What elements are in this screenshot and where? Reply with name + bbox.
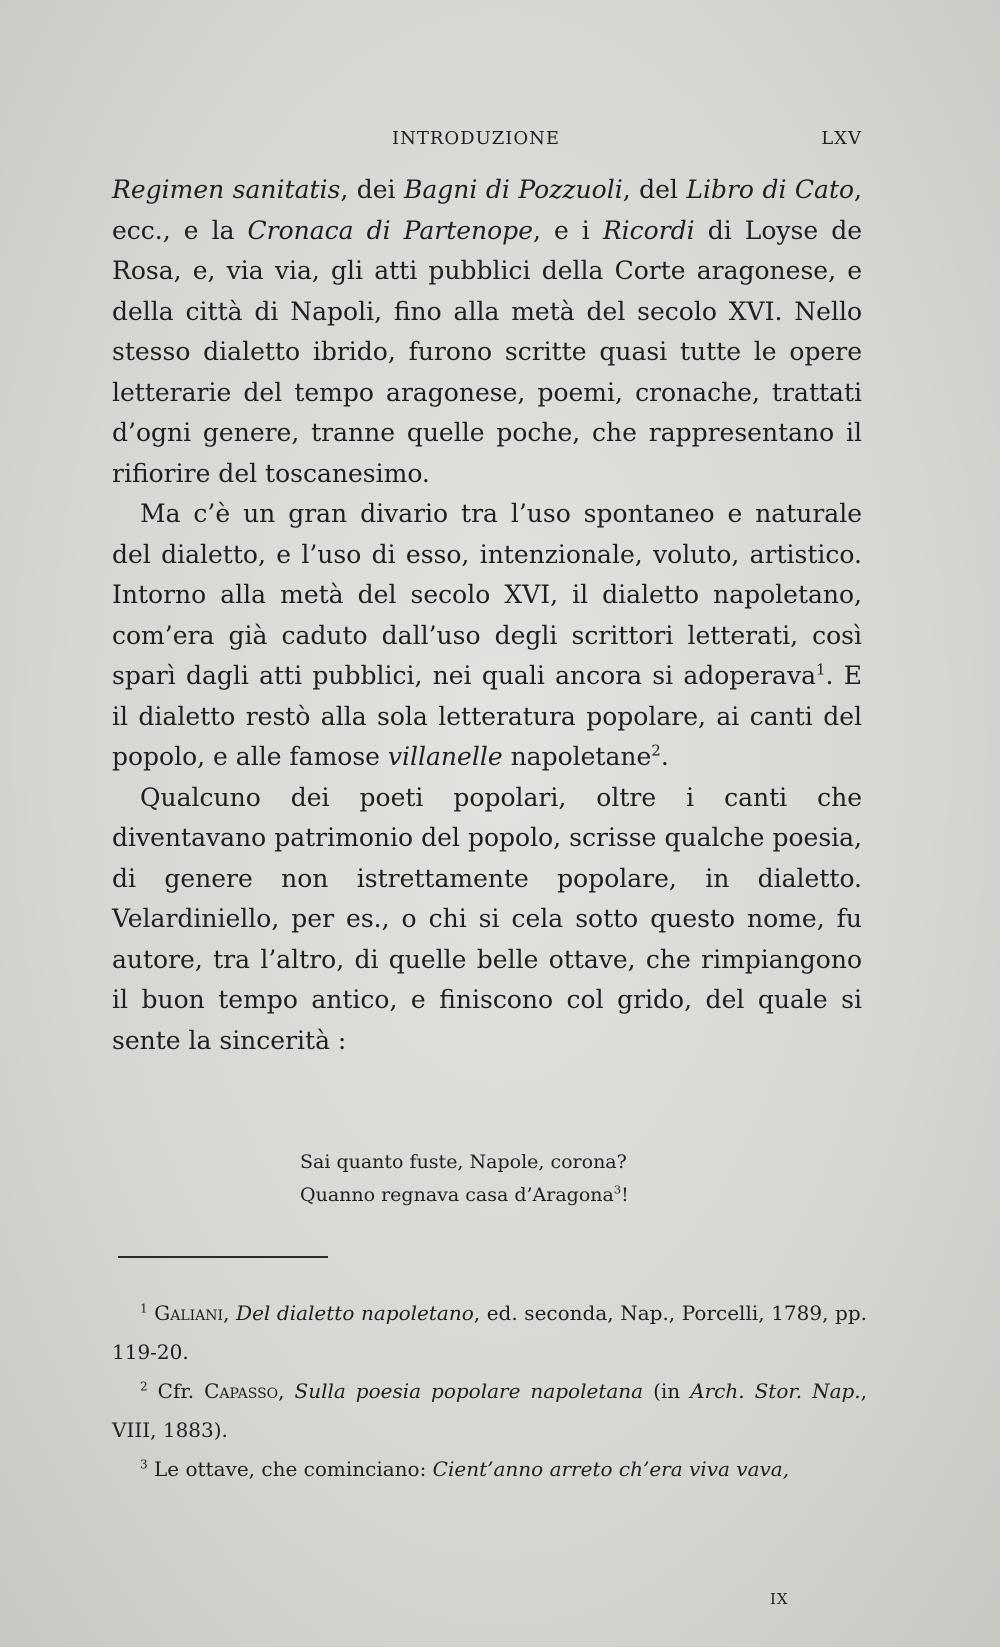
text: , dei — [340, 175, 405, 204]
footnote-ref-2: 2 — [651, 741, 661, 760]
text: , — [223, 1301, 237, 1325]
term-villanelle: villanelle — [387, 742, 503, 771]
paragraph-2 — [112, 494, 862, 778]
text: , — [278, 1379, 295, 1403]
footnote-1 — [112, 1294, 867, 1372]
text: Cfr. — [157, 1379, 205, 1403]
footnote-journal: Arch. Stor. Nap. — [690, 1379, 861, 1403]
title-cronaca-di-partenope: Cronaca di Partenope — [247, 215, 533, 245]
text: , ed. seconda, Nap., Porcelli, 1789, pp. 119-20. — [112, 1301, 868, 1364]
footnote-number: 3 — [140, 1457, 148, 1472]
footnote-quote: Cient’anno arreto ch’era viva vava, — [432, 1457, 790, 1481]
title-bagni-di-pozzuoli: Bagni di Pozzuoli — [404, 175, 623, 204]
footnote-author: Galiani — [154, 1301, 224, 1325]
footnote-author: Capasso — [204, 1379, 279, 1403]
text: Ma c’è un gran divario tra l’uso spontaneo e naturale del dialetto, e l’uso di esso, intenzionale, voluto, artistico. Intorno alla metà del secolo XVI, il dialetto napoletano, com’era già caduto dall’uso degli scrittori letterati, così sparì dagli atti pubblici, nei quali ancora si adoperava — [112, 499, 862, 690]
footnote-2 — [112, 1372, 867, 1450]
title-regimen-sanitatis: Regimen sanitatis — [112, 175, 341, 204]
signature-mark: IX — [770, 1590, 789, 1608]
poem-line-1: Sai quanto fuste, Napole, corona? — [300, 1151, 627, 1173]
text: , ecc., e la — [112, 175, 862, 245]
title-ricordi: Ricordi — [602, 215, 695, 245]
text: (in — [643, 1379, 691, 1403]
page-number: LXV — [821, 128, 862, 149]
footnote-number: 1 — [140, 1301, 148, 1316]
text: . E il dialetto restò alla sola letteratura popolare, ai canti del popolo, e alle famose — [112, 661, 862, 771]
footnote-divider — [118, 1256, 328, 1258]
footnote-ref-3: 3 — [613, 1182, 622, 1197]
text: di Loyse de Rosa, e, via via, gli atti pubblici della Corte aragonese, e della città di Napoli, fino alla metà del secolo XVI. Nello stesso dialetto ibrido, furono scritte quasi tutte le opere letterarie del tempo aragonese, poemi, cronache, trattati d’ogni genere, tranne quelle poche, che rappresentano il rifiorire del toscanesimo. — [112, 215, 862, 488]
paragraph-3 — [112, 778, 862, 1062]
running-title: INTRODUZIONE — [392, 128, 561, 149]
text: Le ottave, che cominciano: — [154, 1457, 433, 1481]
poem-line-2 — [300, 1179, 629, 1212]
text: . — [660, 742, 669, 771]
footnotes — [112, 1294, 867, 1489]
body-text — [112, 170, 862, 1061]
text: , VIII, 1883). — [112, 1379, 868, 1442]
footnote-title: Del dialetto napoletano — [236, 1301, 474, 1325]
footnote-3 — [112, 1450, 867, 1489]
poem-line-2-end: ! — [621, 1184, 629, 1206]
poem-quote — [300, 1146, 629, 1212]
running-head — [112, 128, 862, 158]
text: , del — [622, 175, 687, 204]
title-libro-di-cato: Libro di Cato — [686, 175, 855, 204]
footnote-ref-1: 1 — [815, 660, 826, 679]
text: Qualcuno dei poeti popolari, oltre i canti che diventavano patrimonio del popolo, scrisse qualche poesia, di genere non istrettamente popolare, in dialetto. Velardiniello, per es., o chi si cela sotto questo nome, fu autore, tra l’altro, di quelle belle ottave, che rimpiangono il buon tempo antico, e finiscono col grido, del quale si sente la sincerità : — [112, 782, 862, 1055]
footnote-number: 2 — [140, 1379, 148, 1394]
text: , e i — [532, 215, 603, 245]
text: napoletane — [502, 742, 652, 771]
footnote-title: Sulla poesia popolare napoletana — [294, 1379, 644, 1403]
paragraph-1 — [112, 170, 862, 494]
poem-line-2-text: Quanno regnava casa d’Aragona — [300, 1184, 614, 1206]
